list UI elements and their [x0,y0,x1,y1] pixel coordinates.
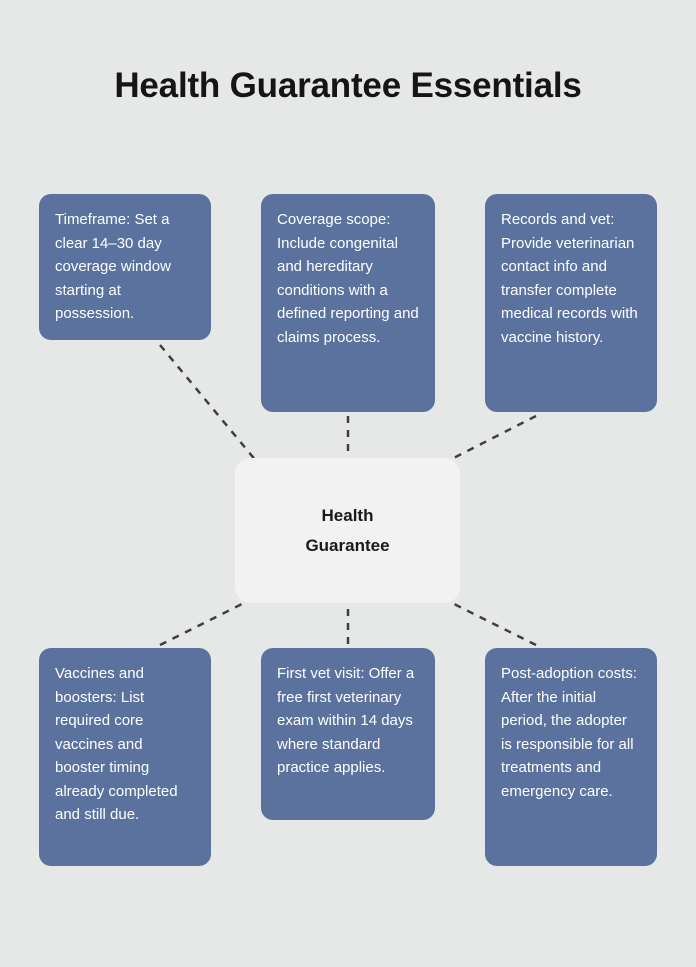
node-vaccines-and-boosters[interactable]: Vaccines and boosters: List required core vaccines and booster timing already completed and still due. [39,648,211,866]
node-first-vet-visit[interactable]: First vet visit: Offer a free first veterinary exam within 14 days where standard practice applies. [261,648,435,820]
center-node-health-guarantee[interactable] [235,458,460,603]
node-timeframe[interactable]: Timeframe: Set a clear 14–30 day coverage window starting at possession. [39,194,211,340]
page-title: Health Guarantee Essentials [114,66,582,105]
node-post-adoption-costs[interactable]: Post-adoption costs: After the initial period, the adopter is responsible for all treatments and emergency care. [485,648,657,866]
center-node-line-2: Guarantee [305,535,390,555]
center-node-line-1: Health [321,505,374,525]
center-node-label [305,501,389,561]
node-records-and-vet[interactable]: Records and vet: Provide veterinarian contact info and transfer complete medical records with vaccine history. [485,194,657,412]
node-coverage-scope[interactable]: Coverage scope: Include congenital and hereditary conditions with a defined reporting and claims process. [261,194,435,412]
